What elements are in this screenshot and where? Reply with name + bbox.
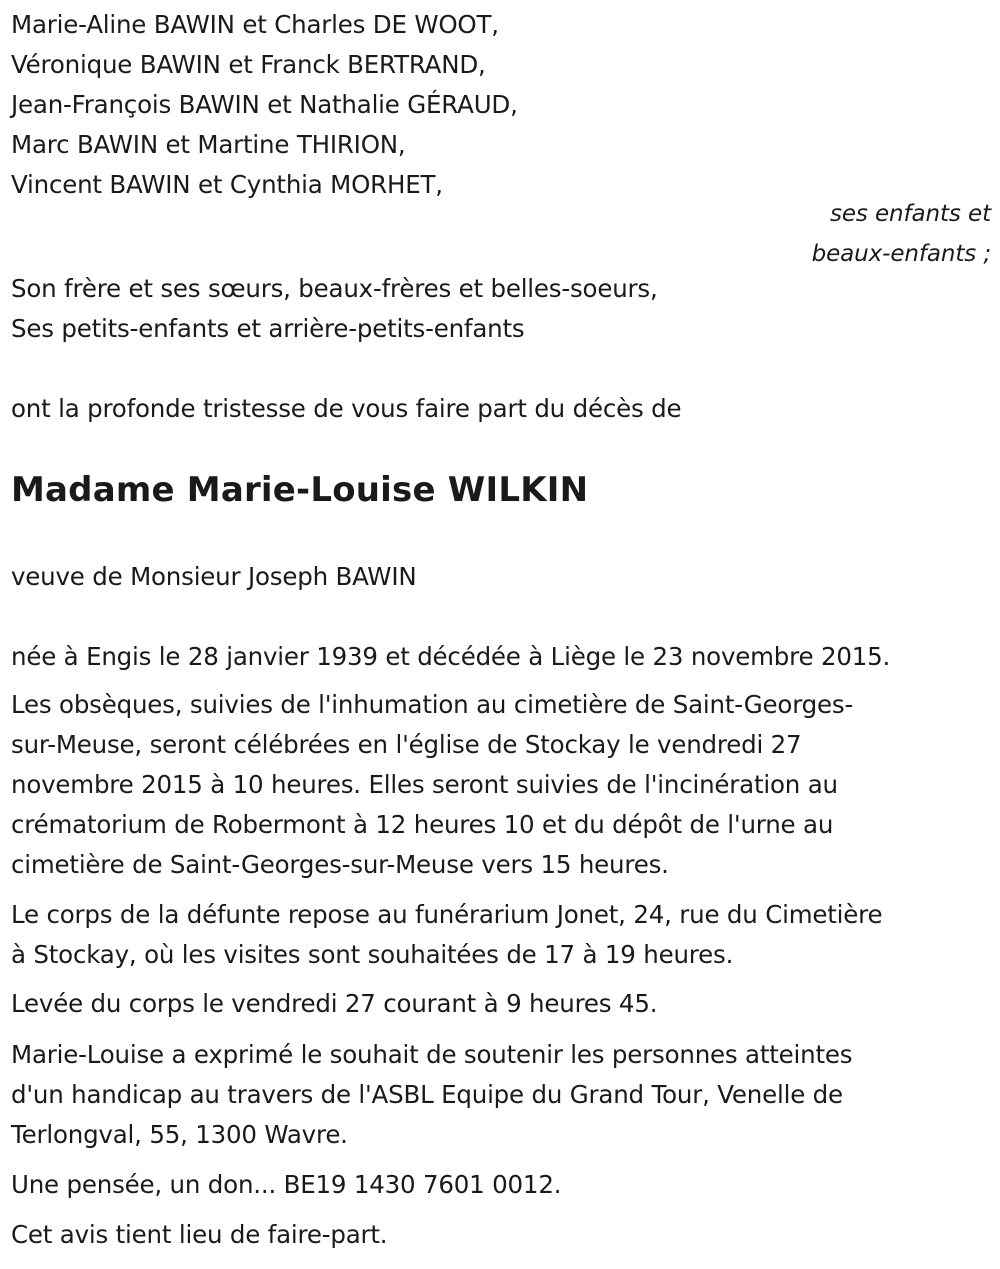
child-couple-1: Marie-Aline BAWIN et Charles DE WOOT, xyxy=(11,10,499,39)
other-relatives xyxy=(11,269,991,349)
announcement: ont la profonde tristesse de vous faire part du décès de xyxy=(11,394,682,423)
grandchildren-line: Ses petits-enfants et arrière-petits-enfants xyxy=(11,314,525,343)
wish-line: d'un handicap au travers de l'ASBL Equipe du Grand Tour, Venelle de xyxy=(11,1080,843,1109)
wish-line: Marie-Louise a exprimé le souhait de soutenir les personnes atteintes xyxy=(11,1040,853,1069)
funeral-paragraph xyxy=(11,685,991,885)
birth-death: née à Engis le 28 janvier 1939 et décédée à Liège le 23 novembre 2015. xyxy=(11,642,891,671)
siblings-line: Son frère et ses sœurs, beaux-frères et belles-soeurs, xyxy=(11,274,658,303)
children-role-line1: ses enfants et xyxy=(829,201,991,227)
deceased-name: Madame Marie-Louise WILKIN xyxy=(11,470,589,510)
donation: Une pensée, un don... BE19 1430 7601 0012. xyxy=(11,1170,562,1199)
funeral-line: novembre 2015 à 10 heures. Elles seront suivies de l'incinération au xyxy=(11,770,838,799)
widow-of: veuve de Monsieur Joseph BAWIN xyxy=(11,562,417,591)
levee-du-corps: Levée du corps le vendredi 27 courant à 9 heures 45. xyxy=(11,989,658,1018)
child-couple-3: Jean-François BAWIN et Nathalie GÉRAUD, xyxy=(11,90,518,119)
child-couple-2: Véronique BAWIN et Franck BERTRAND, xyxy=(11,50,486,79)
child-couple-4: Marc BAWIN et Martine THIRION, xyxy=(11,130,406,159)
child-couple-5: Vincent BAWIN et Cynthia MORHET, xyxy=(11,170,443,199)
children-role xyxy=(11,194,991,274)
children-list xyxy=(11,5,991,205)
closing-note: Cet avis tient lieu de faire-part. xyxy=(11,1220,388,1249)
wish-paragraph xyxy=(11,1035,991,1155)
funeral-line: crématorium de Robermont à 12 heures 10 et du dépôt de l'urne au xyxy=(11,810,834,839)
funerarium-paragraph xyxy=(11,895,991,975)
funerarium-line: Le corps de la défunte repose au funérarium Jonet, 24, rue du Cimetière xyxy=(11,900,883,929)
funeral-line: cimetière de Saint-Georges-sur-Meuse vers 15 heures. xyxy=(11,850,669,879)
children-role-line2: beaux-enfants ; xyxy=(811,241,991,267)
funerarium-line: à Stockay, où les visites sont souhaitées de 17 à 19 heures. xyxy=(11,940,734,969)
wish-line: Terlongval, 55, 1300 Wavre. xyxy=(11,1120,348,1149)
funeral-line: sur-Meuse, seront célébrées en l'église de Stockay le vendredi 27 xyxy=(11,730,802,759)
funeral-line: Les obsèques, suivies de l'inhumation au cimetière de Saint-Georges- xyxy=(11,690,854,719)
